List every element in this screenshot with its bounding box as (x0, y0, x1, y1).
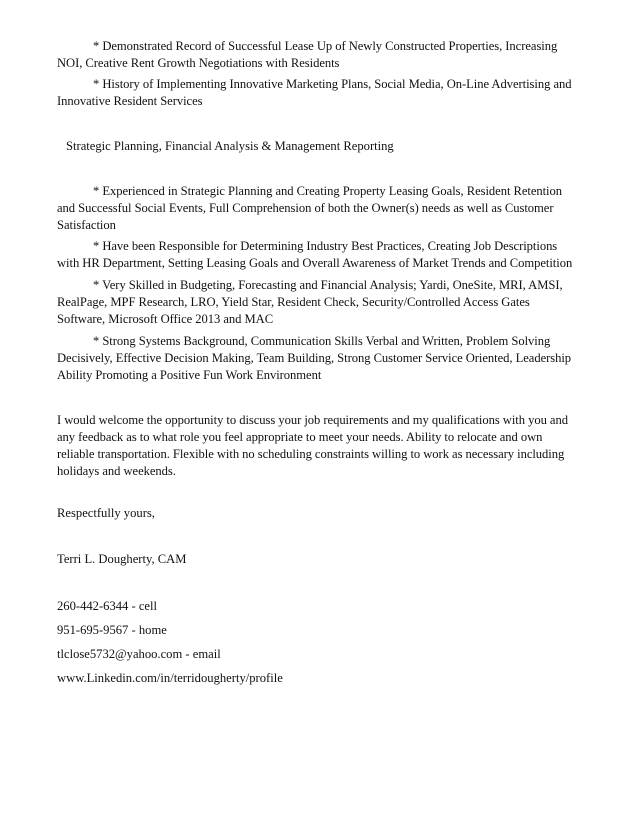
contact-email: tlclose5732@yahoo.com - email (57, 647, 221, 661)
bullet-budgeting-software: * Very Skilled in Budgeting, Forecasting and Financial Analysis; Yardi, OneSite, MRI, AMSI, RealPage, MPF Research, LRO, Yield Star, Resident Check, Security/Controlled Access Gates Software, Microsoft Office 2013 and MAC (57, 278, 563, 326)
signature-name: Terri L. Dougherty, CAM (57, 552, 187, 566)
bullet-best-practices: * Have been Responsible for Determining Industry Best Practices, Creating Job Descriptions with HR Department, Setting Leasing Goals and Overall Awareness of Market Trends and Competition (57, 239, 573, 270)
section-heading: Strategic Planning, Financial Analysis & Management Reporting (66, 139, 394, 153)
bullet-marketing-history: * History of Implementing Innovative Marketing Plans, Social Media, On-Line Advertising and Innovative Resident Services (57, 77, 572, 108)
bullet-systems-background: * Strong Systems Background, Communication Skills Verbal and Written, Problem Solving Decisively, Effective Decision Making, Team Building, Strong Customer Service Oriented, Leadership Ability Promoting a Positive Fun Work Environment (57, 334, 572, 382)
contact-cell: 260-442-6344 - cell (57, 599, 158, 613)
contact-home: 951-695-9567 - home (57, 623, 167, 637)
bullet-strategic-planning: * Experienced in Strategic Planning and Creating Property Leasing Goals, Resident Retention and Successful Social Events, Full Comprehension of both the Owner(s) needs as well as Customer Satisfaction (57, 184, 563, 232)
sign-off: Respectfully yours, (57, 506, 155, 520)
bullet-lease-up: * Demonstrated Record of Successful Lease Up of Newly Constructed Properties, Increasing NOI, Creative Rent Growth Negotiations with Residents (57, 39, 558, 70)
closing-paragraph: I would welcome the opportunity to discuss your job requirements and my qualifications with you and any feedback as to what role you feel appropriate to meet your needs. Ability to relocate and own reliable transportation. Flexible with no scheduling constraints willing to work as necessary including holidays and weekends. (57, 413, 568, 478)
contact-linkedin: www.Linkedin.com/in/terridougherty/profile (57, 671, 283, 685)
